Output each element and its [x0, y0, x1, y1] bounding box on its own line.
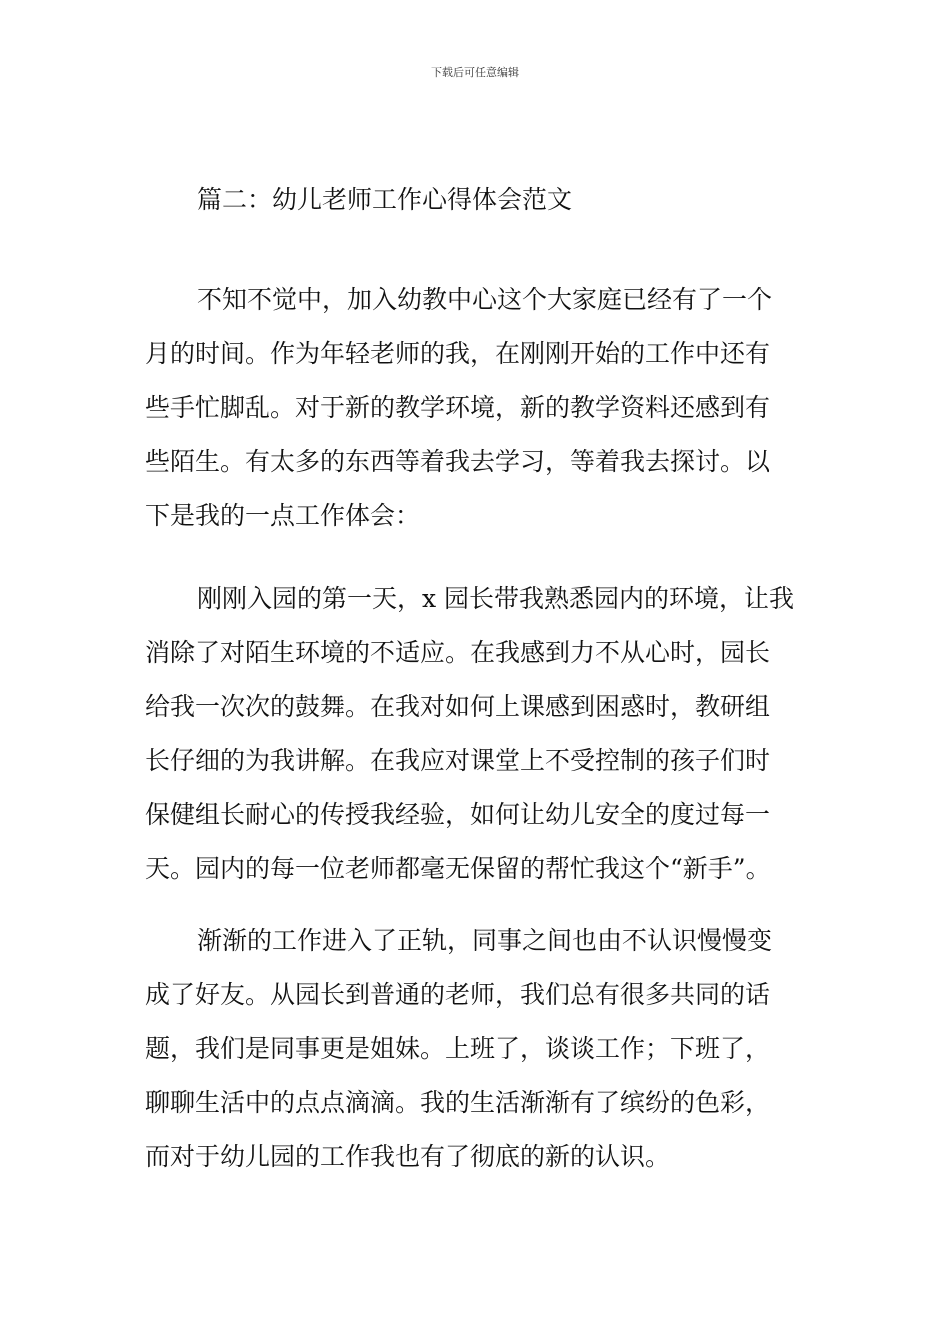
paragraph-line: 题，我们是同事更是姐妹。上班了，谈谈工作；下班了，: [145, 1034, 771, 1063]
paragraph-line: 而对于幼儿园的工作我也有了彻底的新的认识。: [145, 1142, 671, 1171]
paragraph-line: 成了好友。从园长到普通的老师，我们总有很多共同的话: [145, 980, 771, 1009]
paragraph-line: 些陌生。有太多的东西等着我去学习，等着我去探讨。以: [145, 447, 771, 476]
paragraph-line: 渐渐的工作进入了正轨，同事之间也由不认识慢慢变: [197, 926, 773, 955]
paragraph-line: 天。园内的每一位老师都毫无保留的帮忙我这个“新手”。: [145, 854, 771, 883]
paragraph-1: [145, 273, 772, 543]
document-title: 篇二：幼儿老师工作心得体会范文: [197, 185, 573, 214]
paragraph-line: 些手忙脚乱。对于新的教学环境，新的教学资料还感到有: [145, 393, 771, 422]
paragraph-line: 下是我的一点工作体会：: [145, 501, 421, 530]
paragraph-line: 保健组长耐心的传授我经验，如何让幼儿安全的度过每一: [145, 800, 771, 829]
paragraph-3: [145, 914, 772, 1184]
paragraph-line: 刚刚入园的第一天，x 园长带我熟悉园内的环境，让我: [197, 584, 795, 613]
paragraph-line: 月的时间。作为年轻老师的我，在刚刚开始的工作中还有: [145, 339, 771, 368]
paragraph-line: 长仔细的为我讲解。在我应对课堂上不受控制的孩子们时: [145, 746, 771, 775]
page-header-note: 下载后可任意编辑: [431, 66, 519, 79]
paragraph-line: 聊聊生活中的点点滴滴。我的生活渐渐有了缤纷的色彩，: [145, 1088, 771, 1117]
paragraph-2: [145, 572, 794, 896]
paragraph-line: 不知不觉中，加入幼教中心这个大家庭已经有了一个: [197, 285, 773, 314]
paragraph-line: 消除了对陌生环境的不适应。在我感到力不从心时，园长: [145, 638, 771, 667]
paragraph-line: 给我一次次的鼓舞。在我对如何上课感到困惑时，教研组: [145, 692, 771, 721]
